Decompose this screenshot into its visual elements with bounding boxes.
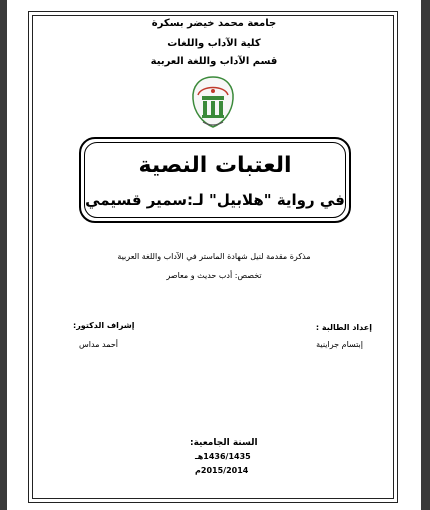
academic-year-hijri: 1436/1435هـ (195, 452, 251, 461)
thesis-subtitle: في رواية "هلابيل" لـ:سمير قسيمي (85, 191, 345, 209)
academic-year-gregorian: 2015/2014م (195, 466, 249, 475)
title-box (79, 137, 351, 223)
specialization: تخصص: أدب حديث و معاصر (166, 271, 262, 280)
student-name: إبتسام جراينية (316, 340, 363, 349)
university-seal-icon (189, 75, 237, 133)
supervisor-name: أحمد مداس (79, 340, 119, 349)
thesis-description: مذكرة مقدمة لنيل شهادة الماستر في الآداب واللغة العربية (117, 252, 311, 261)
faculty-name: كلية الآداب واللغات (167, 38, 261, 49)
document-page (7, 0, 421, 510)
student-label: إعداد الطالبة : (315, 323, 372, 332)
academic-year-label: السنة الجامعية: (190, 438, 258, 448)
supervisor-label: إشراف الدكتور: (73, 321, 135, 330)
thesis-title: العتبات النصية (138, 153, 292, 178)
department-name: قسم الآداب واللغة العربية (150, 56, 278, 67)
university-name: جامعة محمد خيضر بسكرة (151, 18, 277, 29)
